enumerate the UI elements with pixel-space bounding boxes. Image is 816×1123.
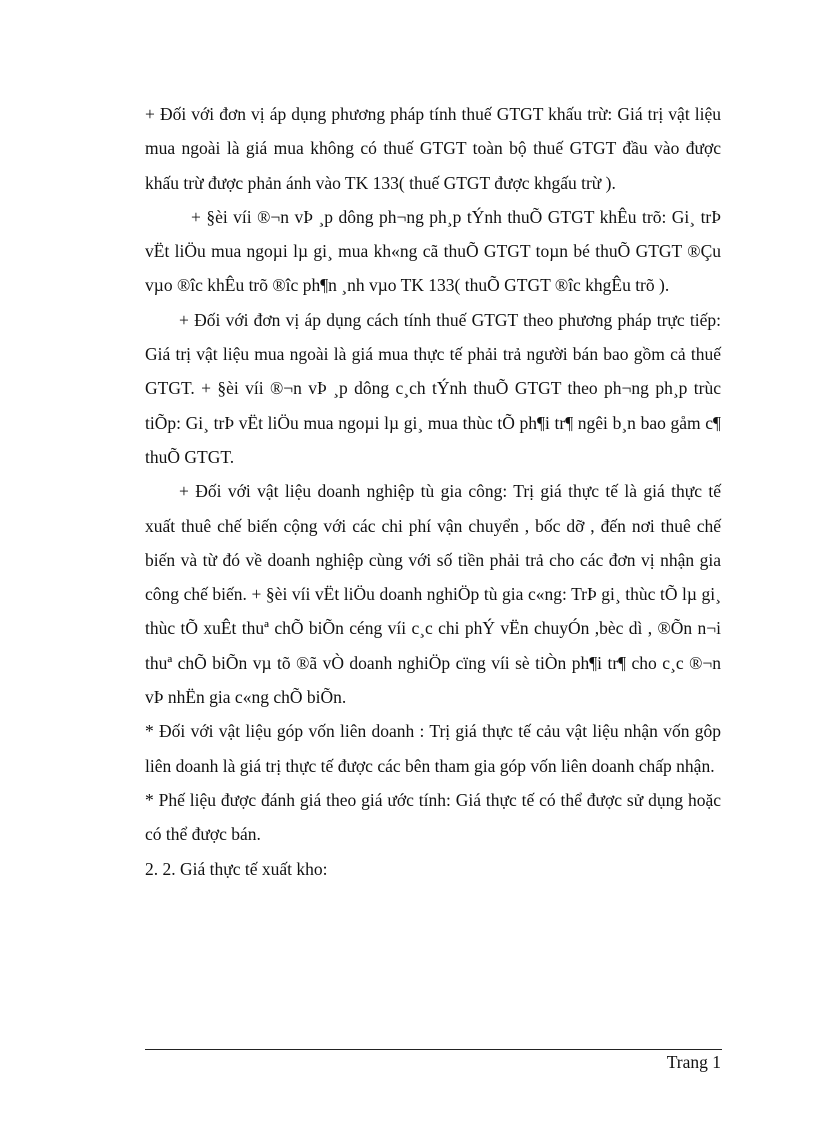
document-body	[145, 97, 721, 886]
paragraph-self-processing-materials: + Đối với vật liệu doanh nghiệp tù gia công: Trị giá thực tế là giá thực tế xuất thuê chế biến cộng với các chi phí vận chuyển , bốc dỡ , đến nơi thuê chế biến và từ đó về doanh nghiệp cùng với số tiền phải trả cho các đơn vị nhận gia công chế biến. + §èi víi vËt liÖu doanh nghiÖp tù gia c«ng: TrÞ gi¸ thùc tÕ lµ gi¸ thùc tÕ xuÊt thuª chÕ biÕn céng víi c¸c chi phÝ vËn chuyÓn ,bèc dì , ®Õn n¬i thuª chÕ biÕn vµ tõ ®ã vÒ doanh nghiÖp cïng víi sè tiÒn ph¶i tr¶ cho c¸c ®¬n vÞ nhËn gia c«ng chÕ biÕn.	[145, 481, 721, 708]
page-number: Trang 1	[666, 1052, 721, 1072]
footer-divider	[145, 1049, 722, 1050]
section-heading-export-cost: 2. 2. Giá thực tế xuất kho:	[145, 858, 328, 879]
paragraph-capital-contribution-materials: * Đối với vật liệu góp vốn liên doanh : Trị giá thực tế cảu vật liệu nhận vốn gôp liên doanh là giá trị thực tế được các bên tham gia góp vốn liên doanh chấp nhận.	[145, 721, 721, 776]
paragraph-purchase-deduction-method-legacy-encoding: + §èi víi ®¬n vÞ ¸p dông ph¬ng ph¸p tÝnh thuÕ GTGT khÊu trõ: Gi¸ trÞ vËt liÖu mua ngoµi lµ gi¸ mua kh«ng cã thuÕ GTGT toµn bé thuÕ GTGT ®Çu vµo ®îc khÊu trõ ®îc ph¶n ¸nh vµo TK 133( thuÕ GTGT ®îc khgÊu trõ ).	[145, 206, 721, 296]
paragraph-scrap-valuation: * Phế liệu được đánh giá theo giá ước tính: Giá thực tế có thể được sử dụng hoặc có thể được bán.	[145, 789, 721, 845]
paragraph-direct-tax-method: + Đối với đơn vị áp dụng cách tính thuế GTGT theo phương pháp trực tiếp: Giá trị vật liệu mua ngoài là giá mua thực tế phải trả người bán bao gồm cả thuế GTGT. + §èi víi ®¬n vÞ ¸p dông c¸ch tÝnh thuÕ GTGT theo ph¬ng ph¸p trùc tiÕp: Gi¸ trÞ vËt liÖu mua ngoµi lµ gi¸ mua thùc tÕ ph¶i tr¶ ngêi b¸n bao gåm c¶ thuÕ GTGT.	[145, 309, 721, 467]
paragraph-purchase-deduction-method: + Đối với đơn vị áp dụng phương pháp tính thuế GTGT khấu trừ: Giá trị vật liệu mua ngoài là giá mua không có thuế GTGT toàn bộ thuế GTGT đầu vào được khấu trừ được phản ánh vào TK 133( thuế GTGT được khgấu trừ ).	[145, 104, 721, 193]
